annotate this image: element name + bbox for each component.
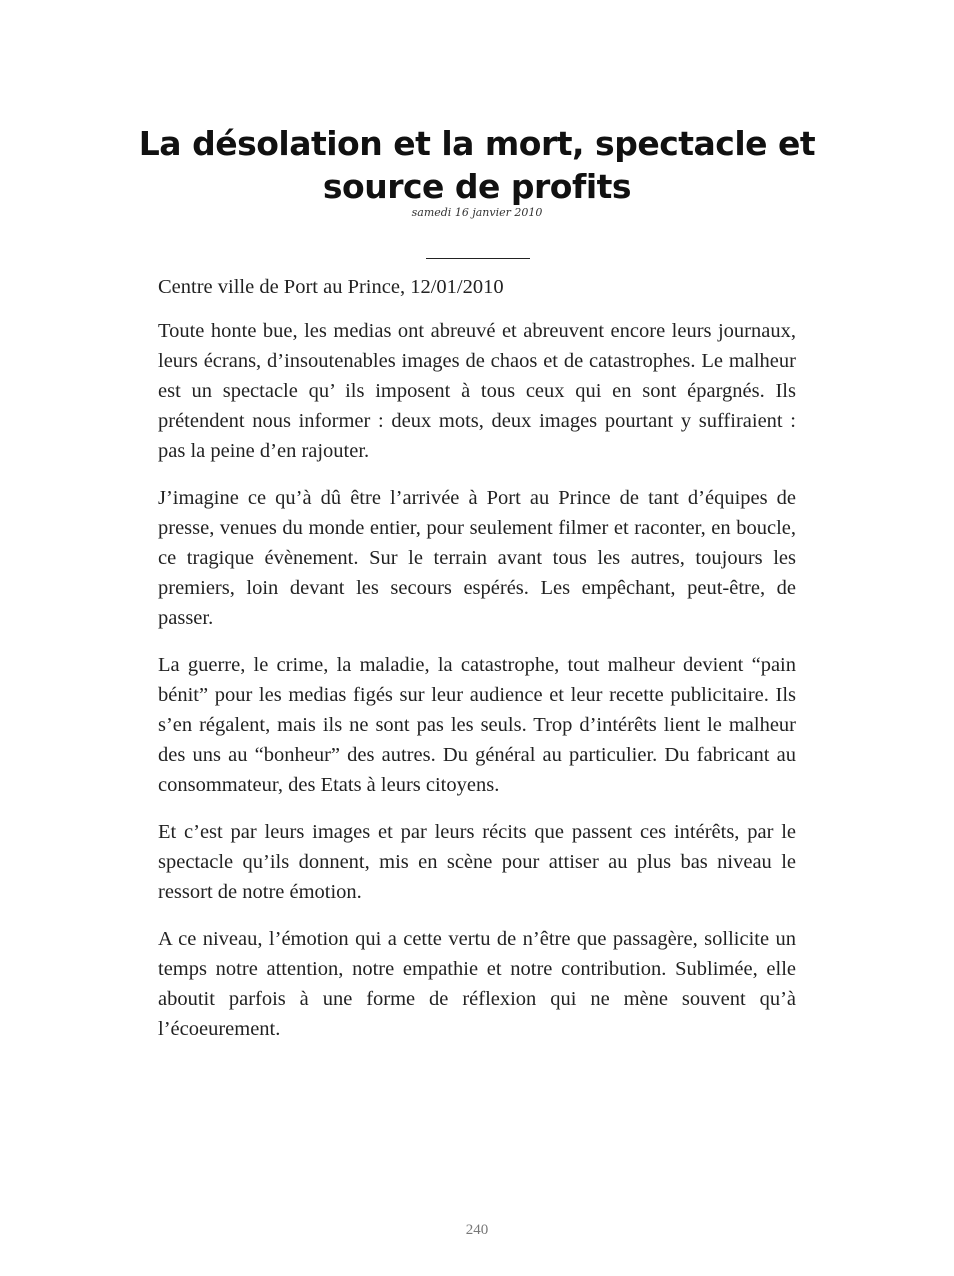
paragraph-3: La guerre, le crime, la maladie, la catastrophe, tout malheur devient “pain bénit” pour les medias figés sur leur audience et leur recette publicitaire. Ils s’en régalent, mais ils ne sont pas les seuls. Trop d’intérêts lient le malheur des uns au “bonheur” des autres. Du général au particulier. Du fabricant au consommateur, des Etats à leurs citoyens. bbox=[158, 654, 796, 796]
paragraph-4: Et c’est par leurs images et par leurs récits que passent ces intérêts, par le spectacle qu’ils donnent, mis en scène pour attiser au plus bas niveau le ressort de notre émotion. bbox=[158, 821, 796, 903]
page-number: 240 bbox=[465, 1222, 489, 1238]
article-title: La désolation et la mort, spectacle et source de profits bbox=[138, 124, 816, 206]
paragraph-5: A ce niveau, l’émotion qui a cette vertu de n’être que passagère, sollicite un temps notre attention, notre empathie et notre contribution. Sublimée, elle aboutit parfois à une forme de réflexion qui ne mène souvent qu’à l’écoeurement. bbox=[158, 928, 796, 1040]
title-separator-rule bbox=[426, 258, 530, 259]
paragraph-2: J’imagine ce qu’à dû être l’arrivée à Port au Prince de tant d’équipes de presse, venues du monde entier, pour seulement filmer et raconter, en boucle, ce tragique évènement. Sur le terrain avant tous les autres, toujours les premiers, loin devant les secours espérés. Les empêchant, peut-être, de passer. bbox=[158, 487, 796, 629]
paragraph-1: Toute honte bue, les medias ont abreuvé et abreuvent encore leurs journaux, leurs écrans, d’insoutenables images de chaos et de catastrophes. Le malheur est un spectacle qu’ ils imposent à tous ceux qui en sont épargnés. Ils prétendent nous informer : deux mots, deux images pourtant y suffiraient : pas la peine d’en rajouter. bbox=[158, 320, 796, 462]
article-location: Centre ville de Port au Prince, 12/01/2010 bbox=[158, 276, 504, 298]
article-date: samedi 16 janvier 2010 bbox=[411, 206, 543, 219]
article-body bbox=[158, 316, 796, 1061]
